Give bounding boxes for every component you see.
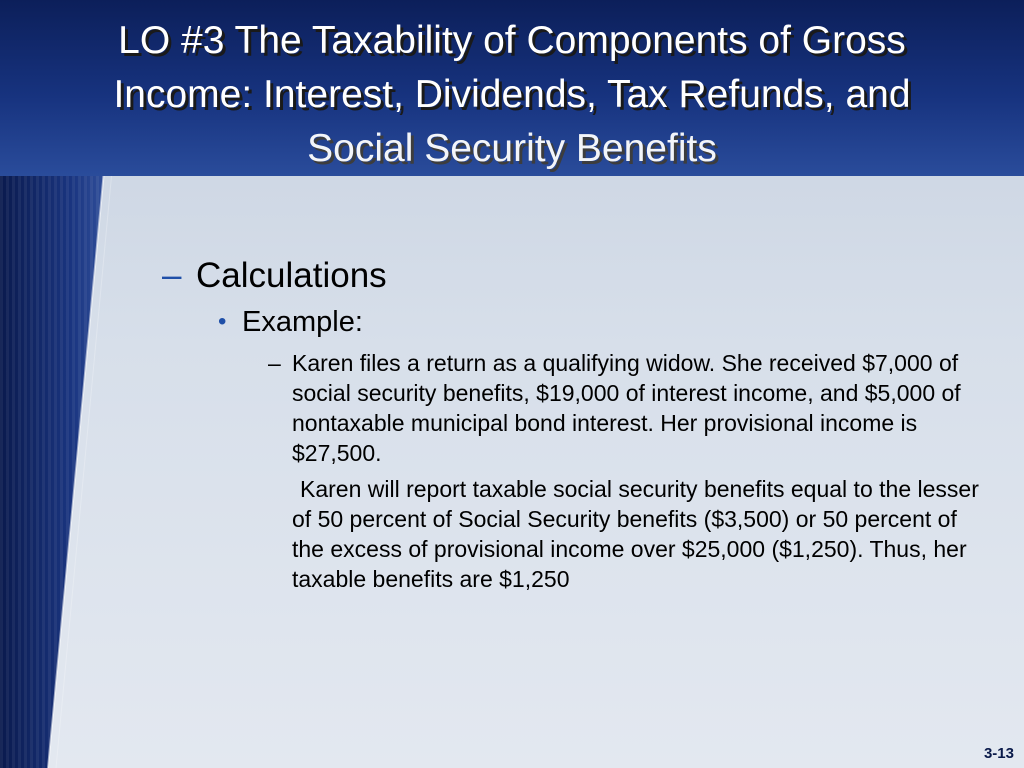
title-line-3: Social Security Benefits [307, 127, 717, 170]
example-label: Example: [242, 306, 363, 338]
dash-marker: – [268, 350, 281, 376]
bullet-dot-icon: • [218, 308, 227, 335]
bullet-level-3 [268, 348, 982, 468]
calculations-heading: Calculations [196, 256, 387, 295]
slide-body [160, 252, 980, 594]
bullet-level-1 [160, 252, 980, 300]
title-line-1: LO #3 The Taxability of Components of Gross [118, 19, 906, 62]
dash-marker: – [162, 256, 182, 295]
explanation-paragraph: Karen will report taxable social security benefits equal to the lesser of 50 percent of Social Security benefits ($3,500) or 50 percent of the excess of provisional income over $25,000 ($1,250). Thus, her taxable benefits are $1,250 [292, 476, 979, 592]
bullet-level-2 [216, 302, 980, 342]
title-line-2: Income: Interest, Dividends, Tax Refunds, and [113, 73, 911, 116]
example-text: Karen files a return as a qualifying widow. She received $7,000 of social security benefits, $19,000 of interest income, and $5,000 of nontaxable municipal bond interest. Her provisional income is $27,500. [292, 350, 961, 466]
slide-title [40, 14, 984, 176]
page-number: 3-13 [983, 745, 1014, 762]
